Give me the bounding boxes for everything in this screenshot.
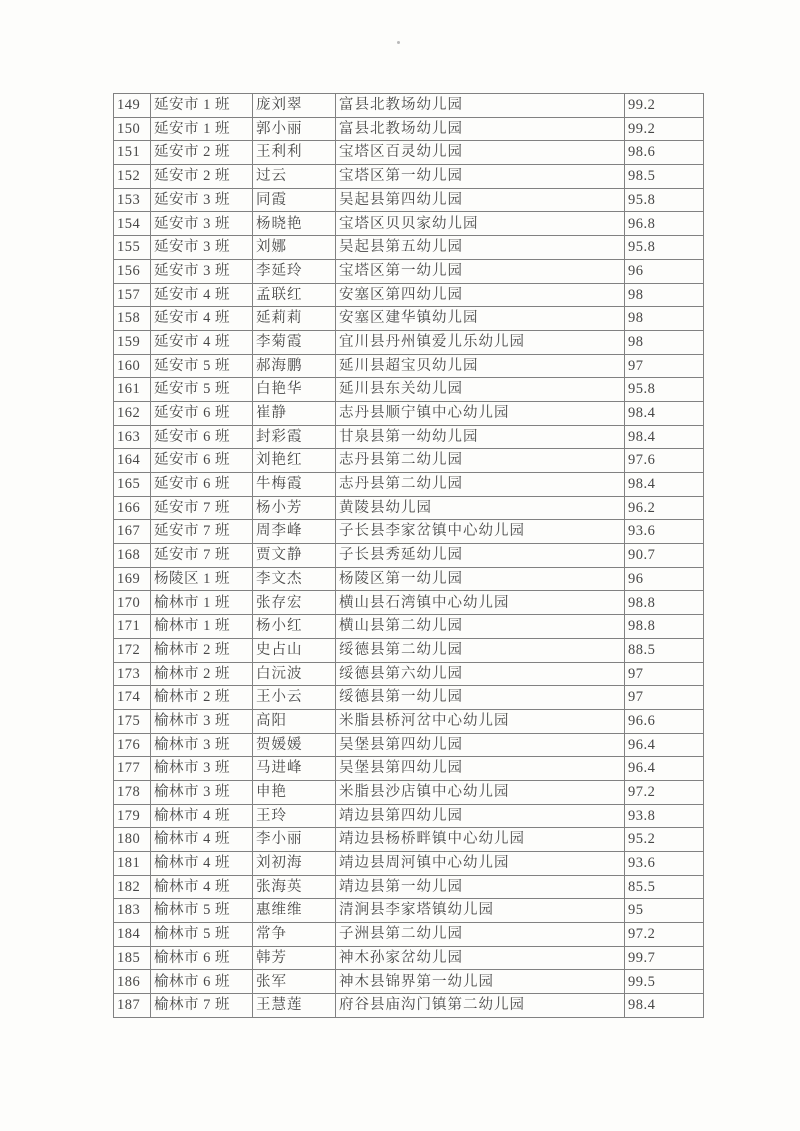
cell-score: 98	[625, 330, 704, 354]
cell-score: 93.6	[625, 852, 704, 876]
table-row	[114, 188, 704, 212]
cell-class: 延安市 4 班	[151, 307, 253, 331]
cell-class: 延安市 3 班	[151, 236, 253, 260]
cell-class: 延安市 5 班	[151, 354, 253, 378]
table-row	[114, 520, 704, 544]
table-row	[114, 852, 704, 876]
cell-score: 93.8	[625, 804, 704, 828]
cell-class: 榆林市 3 班	[151, 709, 253, 733]
cell-class: 榆林市 7 班	[151, 994, 253, 1018]
cell-score: 98.8	[625, 615, 704, 639]
cell-name: 郝海鹏	[253, 354, 336, 378]
cell-class: 榆林市 1 班	[151, 615, 253, 639]
cell-score: 98	[625, 307, 704, 331]
cell-kindergarten: 绥德县第一幼儿园	[336, 686, 625, 710]
cell-no: 162	[114, 401, 151, 425]
cell-score: 98.4	[625, 994, 704, 1018]
cell-no: 167	[114, 520, 151, 544]
cell-no: 175	[114, 709, 151, 733]
cell-no: 184	[114, 923, 151, 947]
cell-no: 156	[114, 259, 151, 283]
cell-score: 96	[625, 259, 704, 283]
cell-kindergarten: 子洲县第二幼儿园	[336, 923, 625, 947]
table-row	[114, 330, 704, 354]
table-row	[114, 544, 704, 568]
cell-no: 179	[114, 804, 151, 828]
cell-name: 申艳	[253, 780, 336, 804]
cell-score: 96.8	[625, 212, 704, 236]
cell-class: 榆林市 4 班	[151, 804, 253, 828]
table-row	[114, 686, 704, 710]
table-row	[114, 662, 704, 686]
cell-class: 延安市 6 班	[151, 425, 253, 449]
cell-name: 李菊霞	[253, 330, 336, 354]
cell-name: 李文杰	[253, 567, 336, 591]
table-row	[114, 354, 704, 378]
cell-class: 延安市 3 班	[151, 188, 253, 212]
table-row	[114, 994, 704, 1018]
cell-name: 刘艳红	[253, 449, 336, 473]
cell-class: 延安市 4 班	[151, 330, 253, 354]
cell-no: 185	[114, 946, 151, 970]
cell-no: 172	[114, 638, 151, 662]
cell-score: 97.2	[625, 923, 704, 947]
cell-class: 杨陵区 1 班	[151, 567, 253, 591]
table-row	[114, 757, 704, 781]
cell-name: 白艳华	[253, 378, 336, 402]
table-row	[114, 875, 704, 899]
cell-score: 90.7	[625, 544, 704, 568]
cell-no: 153	[114, 188, 151, 212]
table-row	[114, 212, 704, 236]
cell-kindergarten: 靖边县周河镇中心幼儿园	[336, 852, 625, 876]
cell-no: 165	[114, 473, 151, 497]
cell-kindergarten: 志丹县顺宁镇中心幼儿园	[336, 401, 625, 425]
table-row	[114, 141, 704, 165]
table-row	[114, 709, 704, 733]
cell-name: 贾文静	[253, 544, 336, 568]
cell-no: 171	[114, 615, 151, 639]
cell-name: 高阳	[253, 709, 336, 733]
cell-score: 95	[625, 899, 704, 923]
cell-no: 178	[114, 780, 151, 804]
cell-no: 150	[114, 117, 151, 141]
cell-score: 96.2	[625, 496, 704, 520]
cell-class: 延安市 7 班	[151, 496, 253, 520]
table-row	[114, 307, 704, 331]
cell-name: 封彩霞	[253, 425, 336, 449]
cell-class: 延安市 6 班	[151, 401, 253, 425]
cell-kindergarten: 清涧县李家塔镇幼儿园	[336, 899, 625, 923]
cell-kindergarten: 绥德县第二幼儿园	[336, 638, 625, 662]
cell-class: 延安市 4 班	[151, 283, 253, 307]
cell-no: 160	[114, 354, 151, 378]
cell-class: 榆林市 3 班	[151, 780, 253, 804]
cell-name: 白沅波	[253, 662, 336, 686]
cell-no: 158	[114, 307, 151, 331]
cell-score: 98.4	[625, 401, 704, 425]
score-table	[113, 93, 704, 1018]
cell-no: 174	[114, 686, 151, 710]
cell-score: 85.5	[625, 875, 704, 899]
table-row	[114, 615, 704, 639]
cell-class: 榆林市 2 班	[151, 662, 253, 686]
table-row	[114, 923, 704, 947]
cell-kindergarten: 安塞区第四幼儿园	[336, 283, 625, 307]
cell-kindergarten: 甘泉县第一幼幼儿园	[336, 425, 625, 449]
cell-kindergarten: 神木县锦界第一幼儿园	[336, 970, 625, 994]
cell-no: 183	[114, 899, 151, 923]
cell-score: 96.6	[625, 709, 704, 733]
cell-class: 榆林市 2 班	[151, 638, 253, 662]
cell-no: 170	[114, 591, 151, 615]
cell-class: 延安市 2 班	[151, 165, 253, 189]
cell-no: 161	[114, 378, 151, 402]
cell-class: 延安市 3 班	[151, 212, 253, 236]
cell-kindergarten: 富县北教场幼儿园	[336, 94, 625, 118]
cell-class: 延安市 7 班	[151, 544, 253, 568]
cell-kindergarten: 米脂县桥河岔中心幼儿园	[336, 709, 625, 733]
cell-score: 98.8	[625, 591, 704, 615]
cell-kindergarten: 吴堡县第四幼儿园	[336, 733, 625, 757]
cell-score: 97.2	[625, 780, 704, 804]
cell-class: 延安市 6 班	[151, 449, 253, 473]
cell-kindergarten: 吴起县第五幼儿园	[336, 236, 625, 260]
cell-kindergarten: 吴堡县第四幼儿园	[336, 757, 625, 781]
cell-name: 史占山	[253, 638, 336, 662]
cell-score: 95.8	[625, 188, 704, 212]
cell-kindergarten: 绥德县第六幼儿园	[336, 662, 625, 686]
cell-class: 延安市 3 班	[151, 259, 253, 283]
cell-kindergarten: 宝塔区贝贝家幼儿园	[336, 212, 625, 236]
cell-name: 张军	[253, 970, 336, 994]
table-row	[114, 117, 704, 141]
cell-kindergarten: 宜川县丹州镇爱儿乐幼儿园	[336, 330, 625, 354]
table-row	[114, 567, 704, 591]
cell-kindergarten: 吴起县第四幼儿园	[336, 188, 625, 212]
table-row	[114, 473, 704, 497]
table-row	[114, 970, 704, 994]
cell-class: 榆林市 4 班	[151, 875, 253, 899]
cell-kindergarten: 宝塔区第一幼儿园	[336, 165, 625, 189]
cell-class: 榆林市 6 班	[151, 946, 253, 970]
cell-class: 延安市 5 班	[151, 378, 253, 402]
cell-name: 王小云	[253, 686, 336, 710]
cell-score: 93.6	[625, 520, 704, 544]
cell-kindergarten: 横山县石湾镇中心幼儿园	[336, 591, 625, 615]
cell-no: 186	[114, 970, 151, 994]
cell-name: 周李峰	[253, 520, 336, 544]
cell-name: 贺媛媛	[253, 733, 336, 757]
cell-kindergarten: 靖边县第四幼儿园	[336, 804, 625, 828]
table-row	[114, 401, 704, 425]
cell-no: 177	[114, 757, 151, 781]
cell-score: 99.2	[625, 117, 704, 141]
cell-no: 149	[114, 94, 151, 118]
cell-kindergarten: 杨陵区第一幼儿园	[336, 567, 625, 591]
cell-no: 176	[114, 733, 151, 757]
table-row	[114, 378, 704, 402]
cell-name: 刘娜	[253, 236, 336, 260]
cell-no: 173	[114, 662, 151, 686]
cell-no: 181	[114, 852, 151, 876]
cell-no: 182	[114, 875, 151, 899]
table-row	[114, 591, 704, 615]
cell-name: 李延玲	[253, 259, 336, 283]
cell-name: 延莉莉	[253, 307, 336, 331]
cell-no: 157	[114, 283, 151, 307]
cell-no: 166	[114, 496, 151, 520]
table-row	[114, 259, 704, 283]
table-row	[114, 804, 704, 828]
cell-kindergarten: 黄陵县幼儿园	[336, 496, 625, 520]
cell-no: 155	[114, 236, 151, 260]
cell-kindergarten: 富县北教场幼儿园	[336, 117, 625, 141]
cell-kindergarten: 延川县东关幼儿园	[336, 378, 625, 402]
cell-score: 98.4	[625, 425, 704, 449]
cell-score: 96.4	[625, 733, 704, 757]
cell-score: 98	[625, 283, 704, 307]
cell-kindergarten: 宝塔区第一幼儿园	[336, 259, 625, 283]
cell-class: 榆林市 1 班	[151, 591, 253, 615]
cell-kindergarten: 延川县超宝贝幼儿园	[336, 354, 625, 378]
cell-class: 榆林市 4 班	[151, 828, 253, 852]
cell-class: 榆林市 2 班	[151, 686, 253, 710]
cell-name: 刘初海	[253, 852, 336, 876]
cell-score: 99.7	[625, 946, 704, 970]
cell-name: 牛梅霞	[253, 473, 336, 497]
cell-score: 96	[625, 567, 704, 591]
cell-kindergarten: 子长县李家岔镇中心幼儿园	[336, 520, 625, 544]
cell-kindergarten: 靖边县杨桥畔镇中心幼儿园	[336, 828, 625, 852]
cell-score: 97	[625, 662, 704, 686]
cell-kindergarten: 子长县秀延幼儿园	[336, 544, 625, 568]
table-row	[114, 236, 704, 260]
cell-no: 152	[114, 165, 151, 189]
cell-no: 187	[114, 994, 151, 1018]
cell-score: 95.8	[625, 236, 704, 260]
cell-kindergarten: 安塞区建华镇幼儿园	[336, 307, 625, 331]
cell-name: 张存宏	[253, 591, 336, 615]
cell-kindergarten: 靖边县第一幼儿园	[336, 875, 625, 899]
table-row	[114, 283, 704, 307]
cell-no: 163	[114, 425, 151, 449]
cell-score: 99.5	[625, 970, 704, 994]
cell-kindergarten: 神木孙家岔幼儿园	[336, 946, 625, 970]
cell-class: 榆林市 6 班	[151, 970, 253, 994]
cell-kindergarten: 府谷县庙沟门镇第二幼儿园	[336, 994, 625, 1018]
cell-name: 王慧莲	[253, 994, 336, 1018]
cell-kindergarten: 志丹县第二幼儿园	[336, 473, 625, 497]
cell-name: 同霞	[253, 188, 336, 212]
cell-score: 95.8	[625, 378, 704, 402]
table-row	[114, 94, 704, 118]
cell-class: 延安市 6 班	[151, 473, 253, 497]
table-row	[114, 496, 704, 520]
cell-name: 过云	[253, 165, 336, 189]
cell-kindergarten: 米脂县沙店镇中心幼儿园	[336, 780, 625, 804]
cell-score: 88.5	[625, 638, 704, 662]
cell-name: 王玲	[253, 804, 336, 828]
cell-score: 97	[625, 686, 704, 710]
cell-kindergarten: 横山县第二幼儿园	[336, 615, 625, 639]
cell-class: 延安市 1 班	[151, 94, 253, 118]
cell-name: 李小丽	[253, 828, 336, 852]
cell-score: 97	[625, 354, 704, 378]
cell-class: 延安市 2 班	[151, 141, 253, 165]
cell-kindergarten: 宝塔区百灵幼儿园	[336, 141, 625, 165]
cell-name: 庞刘翠	[253, 94, 336, 118]
cell-class: 延安市 7 班	[151, 520, 253, 544]
cell-no: 151	[114, 141, 151, 165]
cell-class: 榆林市 5 班	[151, 923, 253, 947]
cell-name: 张海英	[253, 875, 336, 899]
score-table-body	[114, 94, 704, 1018]
cell-class: 榆林市 5 班	[151, 899, 253, 923]
cell-class: 榆林市 3 班	[151, 757, 253, 781]
cell-name: 杨小红	[253, 615, 336, 639]
cell-score: 99.2	[625, 94, 704, 118]
cell-no: 168	[114, 544, 151, 568]
table-row	[114, 946, 704, 970]
table-row	[114, 828, 704, 852]
table-row	[114, 165, 704, 189]
cell-no: 159	[114, 330, 151, 354]
cell-no: 180	[114, 828, 151, 852]
cell-score: 95.2	[625, 828, 704, 852]
table-row	[114, 449, 704, 473]
cell-kindergarten: 志丹县第二幼儿园	[336, 449, 625, 473]
cell-score: 98.5	[625, 165, 704, 189]
table-row	[114, 638, 704, 662]
cell-name: 崔静	[253, 401, 336, 425]
cell-score: 98.4	[625, 473, 704, 497]
cell-name: 常争	[253, 923, 336, 947]
scan-artifact-dot	[397, 41, 400, 44]
table-row	[114, 780, 704, 804]
table-row	[114, 425, 704, 449]
cell-class: 榆林市 4 班	[151, 852, 253, 876]
cell-name: 杨小芳	[253, 496, 336, 520]
cell-name: 韩芳	[253, 946, 336, 970]
cell-name: 马进峰	[253, 757, 336, 781]
cell-name: 杨晓艳	[253, 212, 336, 236]
cell-name: 郭小丽	[253, 117, 336, 141]
cell-no: 154	[114, 212, 151, 236]
cell-class: 延安市 1 班	[151, 117, 253, 141]
table-row	[114, 733, 704, 757]
cell-no: 169	[114, 567, 151, 591]
cell-score: 97.6	[625, 449, 704, 473]
cell-name: 惠维维	[253, 899, 336, 923]
cell-score: 96.4	[625, 757, 704, 781]
cell-class: 榆林市 3 班	[151, 733, 253, 757]
cell-score: 98.6	[625, 141, 704, 165]
cell-name: 孟联红	[253, 283, 336, 307]
table-row	[114, 899, 704, 923]
cell-name: 王利利	[253, 141, 336, 165]
cell-no: 164	[114, 449, 151, 473]
